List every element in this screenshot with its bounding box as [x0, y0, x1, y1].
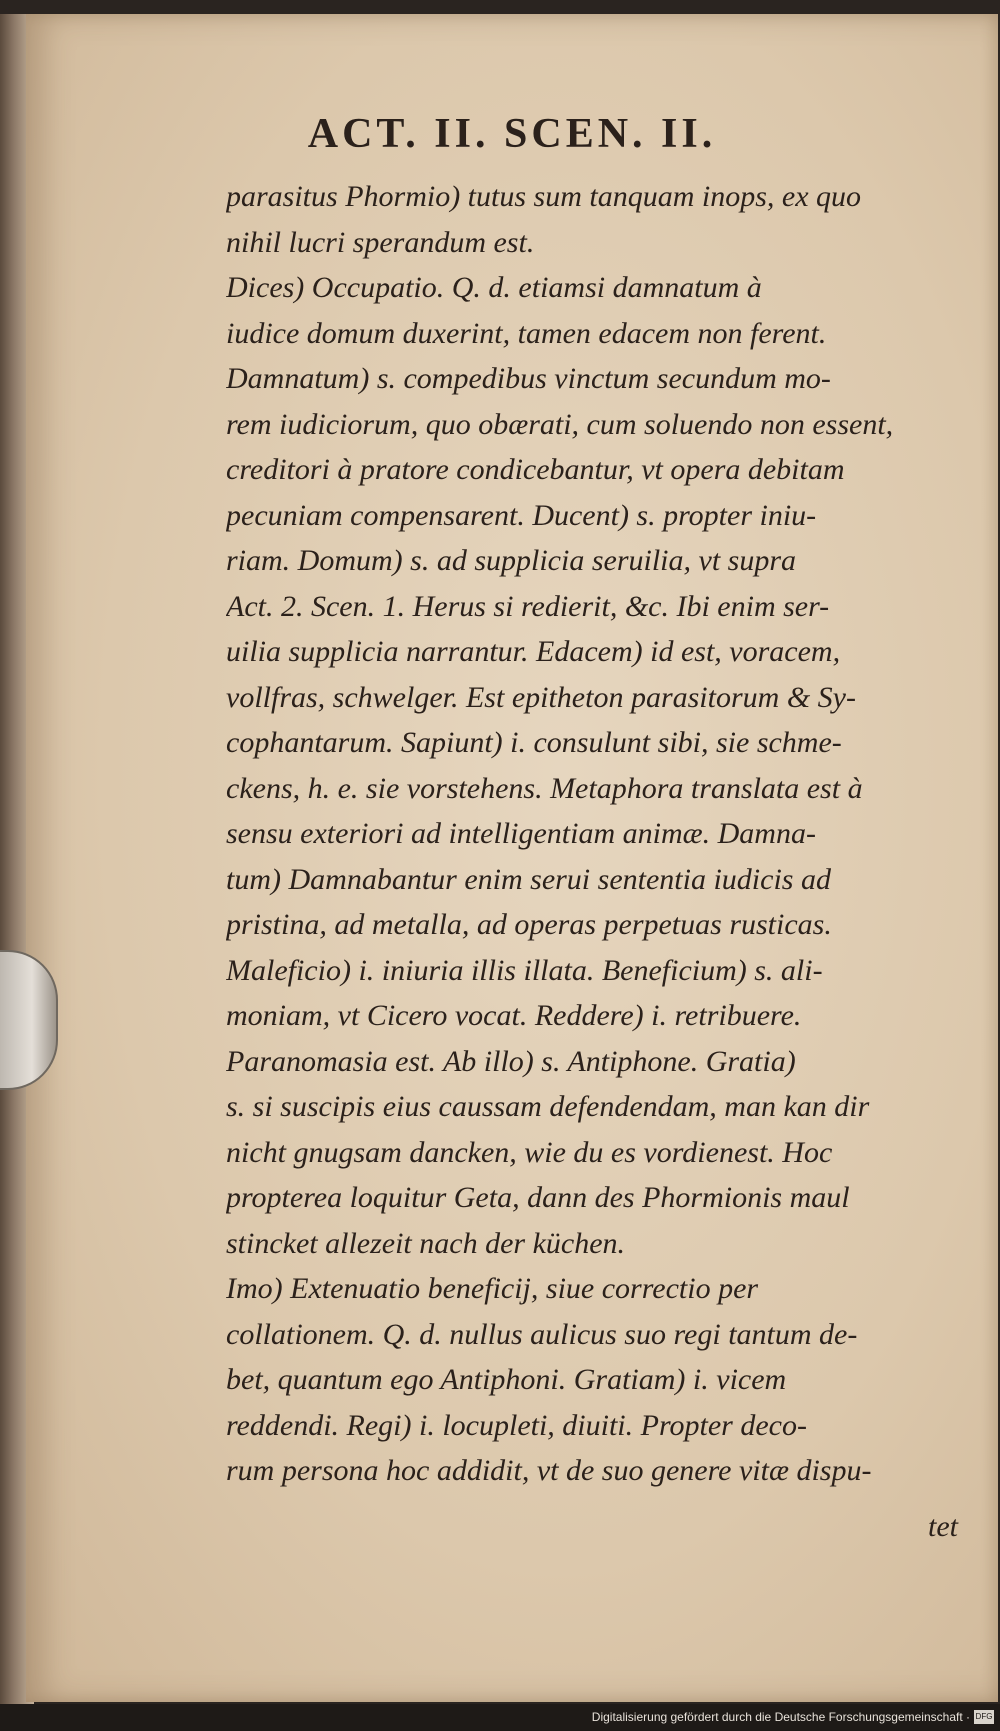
dfg-logo-icon: DFG — [974, 1710, 994, 1724]
text-line: nihil lucri sperandum est. — [226, 225, 535, 259]
text-line: stincket allezeit nach der küchen. — [226, 1226, 626, 1260]
text-line: Act. 2. Scen. 1. Herus si redierit, &c. Ibi enim ser- — [226, 589, 830, 623]
running-head: ACT. II. SCEN. II. — [307, 111, 717, 157]
text-line: Paranomasia est. Ab illo) s. Antiphone. Gratia) — [226, 1044, 796, 1078]
text-line: reddendi. Regi) i. locupleti, diuiti. Propter deco- — [226, 1408, 807, 1442]
text-line: collationem. Q. d. nullus aulicus suo regi tantum de- — [226, 1317, 858, 1351]
commentary-text — [226, 174, 996, 1494]
text-line: bet, quantum ego Antiphoni. Gratiam) i. vicem — [226, 1363, 787, 1396]
text-line: Imo) Extenuatio beneficij, siue correctio per — [226, 1272, 759, 1305]
text-line: propterea loquitur Geta, dann des Phormionis maul — [226, 1181, 850, 1214]
text-line: ckens, h. e. sie vorstehens. Metaphora translata est à — [226, 771, 863, 805]
catchword: tet — [928, 1510, 958, 1543]
text-line: nicht gnugsam dancken, wie du es vordienest. Hoc — [226, 1135, 833, 1169]
text-line: moniam, vt Cicero vocat. Reddere) i. retribuere. — [226, 999, 802, 1032]
text-line: tum) Damnabantur enim serui sententia iudicis ad — [226, 862, 831, 896]
digitization-credit: Digitalisierung gefördert durch die Deutsche Forschungsgemeinschaft · — [591, 1710, 970, 1724]
book-page — [26, 14, 998, 1702]
text-line: Damnatum) s. compedibus vinctum secundum mo- — [226, 362, 831, 395]
text-line: uilia supplicia narrantur. Edacem) id est, voracem, — [226, 635, 841, 668]
text-line: Maleficio) i. iniuria illis illata. Beneficium) s. ali- — [226, 953, 823, 987]
text-line: cophantarum. Sapiunt) i. consulunt sibi, sie schme- — [226, 726, 842, 759]
footer-bar — [0, 1704, 1000, 1731]
text-line: s. si suscipis eius caussam defendendam, man kan dir — [226, 1090, 870, 1123]
text-line: pecuniam compensarent. Ducent) s. propter iniu- — [226, 498, 817, 532]
text-line: riam. Domum) s. ad supplicia seruilia, vt supra — [226, 544, 796, 577]
text-line: rem iudiciorum, quo obærati, cum soluendo non essent, — [226, 407, 894, 441]
text-line: Dices) Occupatio. Q. d. etiamsi damnatum à — [226, 271, 762, 304]
text-line: creditori à pratore condicebantur, vt opera debitam — [226, 453, 845, 486]
text-line: vollfras, schwelger. Est epitheton parasitorum & Sy- — [226, 680, 856, 714]
text-line: pristina, ad metalla, ad operas perpetuas rusticas. — [226, 908, 832, 941]
text-line: iudice domum duxerint, tamen edacem non ferent. — [226, 316, 827, 350]
text-line: sensu exteriori ad intelligentiam animæ. Damna- — [226, 817, 816, 850]
text-line: parasitus Phormio) tutus sum tanquam inops, ex quo — [226, 180, 862, 213]
text-line: rum persona hoc addidit, vt de suo genere vitæ dispu- — [226, 1454, 872, 1487]
